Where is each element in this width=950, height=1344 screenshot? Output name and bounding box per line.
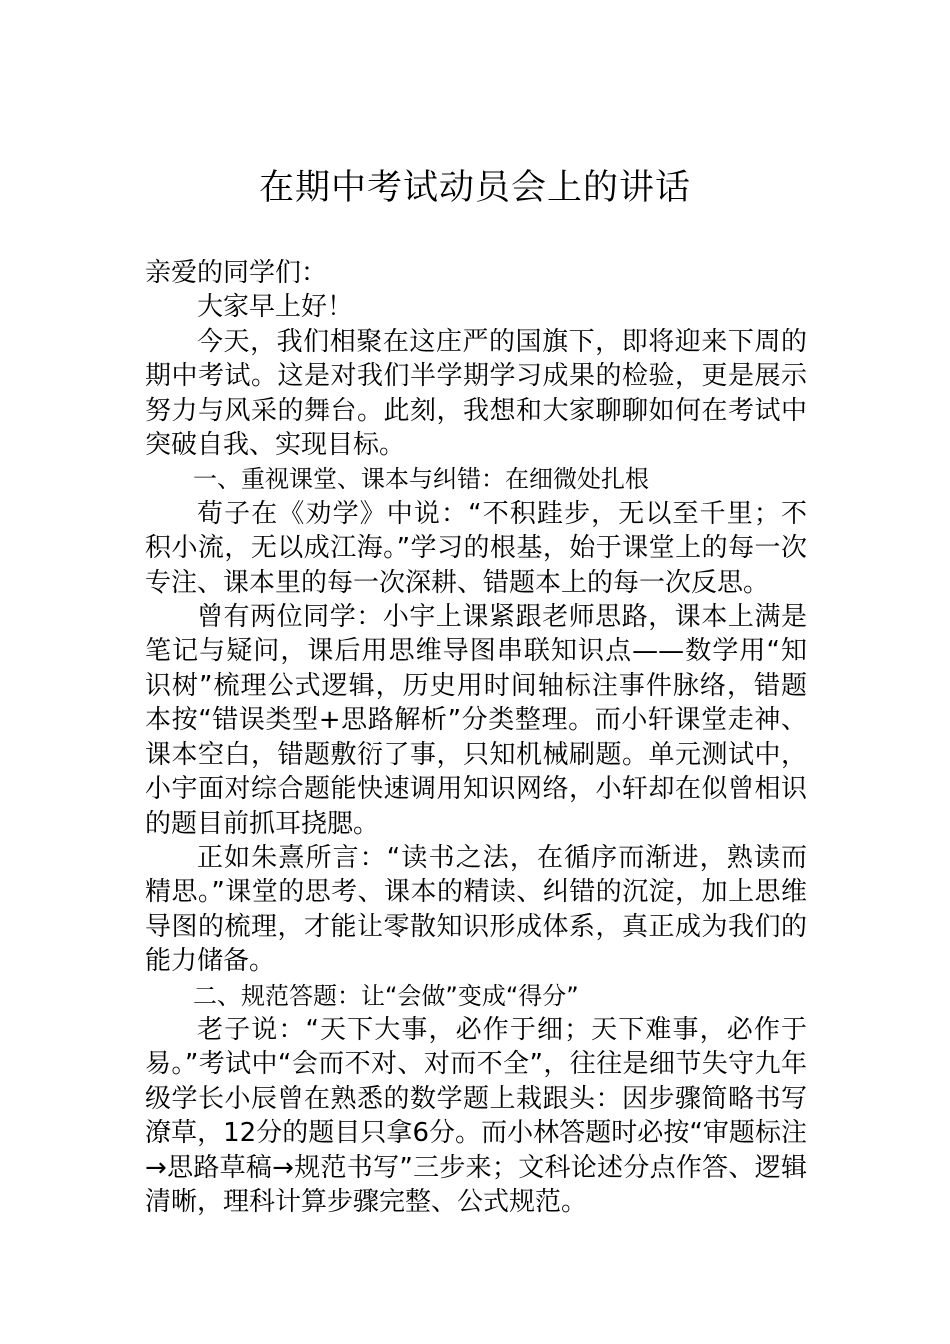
document-title: 在期中考试动员会上的讲话 xyxy=(258,168,691,208)
paragraph-greeting: 大家早上好！ xyxy=(197,292,354,323)
paragraph-xunzi: 荀子在《劝学》中说：“不积跬步，无以至千里；不积小流，无以成江海。”学习的根基，始于课堂上的每一次专注、课本里的每一次深耕、错题本上的每一次反思。 xyxy=(145,498,807,598)
section-heading-2: 二、规范答题：让“会做”变成“得分” xyxy=(193,981,579,1010)
salutation: 亲爱的同学们： xyxy=(145,258,328,288)
paragraph-zhuxi: 正如朱熹所言：“读书之法，在循序而渐进，熟读而精思。”课堂的思考、课本的精读、纠错的沉淀，加上思维导图的梳理，才能让零散知识形成体系，真正成为我们的能力储备。 xyxy=(145,842,807,977)
section-heading-1: 一、重视课堂、课本与纠错：在细微处扎根 xyxy=(193,465,649,494)
document-body xyxy=(145,256,807,1219)
paragraph-laozi: 老子说：“天下大事，必作于细；天下难事，必作于易。”考试中“会而不对、对而不全”，往往是细节失守九年级学长小辰曾在熟悉的数学题上栽跟头：因步骤简略书写潦草，12分的题目只拿6分。而小林答题时必按“审题标注→思路草稿→规范书写”三步来；文科论述分点作答、逻辑清晰，理科计算步骤完整、公式规范。 xyxy=(145,1014,807,1217)
paragraph-two-students: 曾有两位同学：小宇上课紧跟老师思路，课本上满是笔记与疑问，课后用思维导图串联知识点——数学用“知识树”梳理公式逻辑，历史用时间轴标注事件脉络，错题本按“错误类型+思路解析”分类整理。而小轩课堂走神、课本空白，错题敷衍了事，只知机械刷题。单元测试中，小宇面对综合题能快速调用知识网络，小轩却在似曾相识的题目前抓耳挠腮。 xyxy=(145,602,807,839)
paragraph-intro: 今天，我们相聚在这庄严的国旗下，即将迎来下周的期中考试。这是对我们半学期学习成果的检验，更是展示努力与风采的舞台。此刻，我想和大家聊聊如何在考试中突破自我、实现目标。 xyxy=(145,326,807,461)
